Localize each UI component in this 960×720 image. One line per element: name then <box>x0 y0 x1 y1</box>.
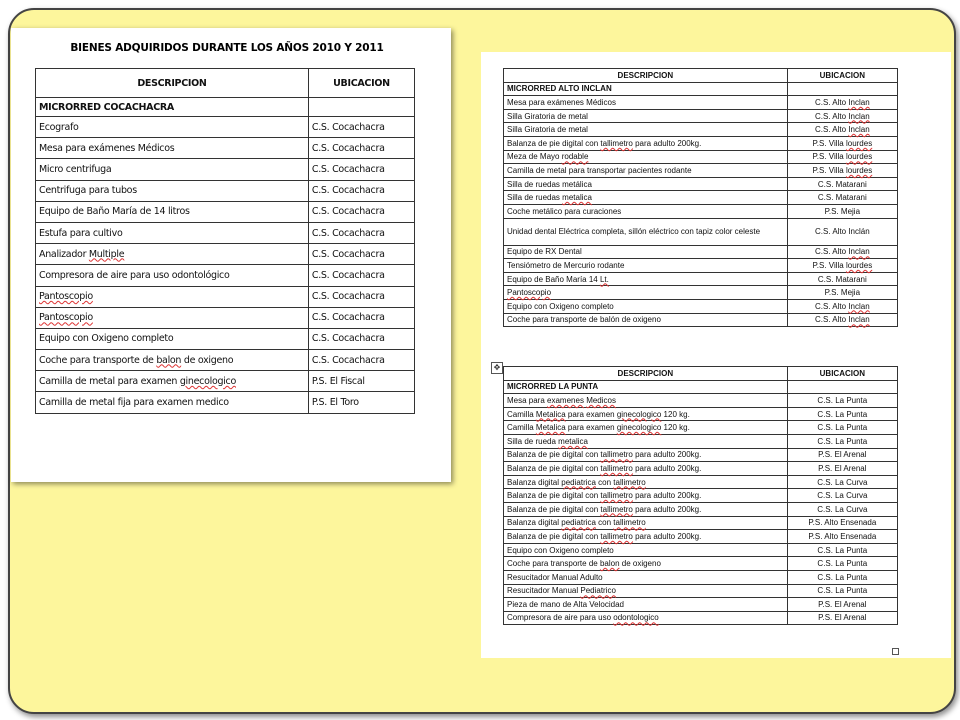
table-row <box>504 462 898 476</box>
cell-ubicacion: C.S. Alto Inclan <box>787 299 897 313</box>
group-row <box>504 380 898 394</box>
table-row <box>36 117 415 138</box>
table-row <box>504 218 898 245</box>
cell-descripcion: Camilla de metal fija para examen medico <box>36 392 309 413</box>
table-row <box>504 96 898 110</box>
table-row <box>504 516 898 530</box>
cell-ubicacion: P.S. Villa lourdes <box>787 164 897 178</box>
table-row <box>504 272 898 286</box>
table-row <box>504 313 898 327</box>
cell-descripcion: Unidad dental Eléctrica completa, sillón eléctrico con tapiz color celeste <box>504 218 788 245</box>
cell-descripcion: Silla de ruedas metálica <box>504 177 788 191</box>
cell-descripcion: Centrifuga para tubos <box>36 180 309 201</box>
table-row <box>504 475 898 489</box>
cell-descripcion: Equipo de Baño María 14 Lt. <box>504 272 788 286</box>
left-document-image <box>11 28 451 482</box>
cell-ubicacion: C.S. Alto Inclán <box>787 218 897 245</box>
header-ubicacion: UBICACION <box>787 367 897 381</box>
table-row <box>36 180 415 201</box>
cell-ubicacion: C.S. La Punta <box>787 434 897 448</box>
cell-ubicacion: P.S. El Arenal <box>787 462 897 476</box>
table-row <box>36 286 415 307</box>
right-document-image <box>481 52 951 658</box>
slide-frame <box>8 8 956 714</box>
cell-ubicacion: C.S. Cocachacra <box>308 265 414 286</box>
cell-ubicacion: C.S. Cocachacra <box>308 350 414 371</box>
cell-descripcion: Coche para transporte de balón de oxigeno <box>504 313 788 327</box>
cell-ubicacion: C.S. Matarani <box>787 272 897 286</box>
cell-ubicacion: P.S. El Arenal <box>787 598 897 612</box>
cell-descripcion: Balanza de pie digital con tallimetro para adulto 200kg. <box>504 448 788 462</box>
group-label: MICRORRED LA PUNTA <box>504 380 788 394</box>
cell-ubicacion: C.S. Cocachacra <box>308 159 414 180</box>
table-row <box>504 598 898 612</box>
resize-handle-icon[interactable] <box>892 648 899 655</box>
table-row <box>504 299 898 313</box>
cell-descripcion: Equipo con Oxigeno completo <box>504 299 788 313</box>
cell-ubicacion: P.S. El Arenal <box>787 448 897 462</box>
table-row <box>36 328 415 349</box>
table-row <box>36 244 415 265</box>
cell-ubicacion: C.S. Alto Inclan <box>787 123 897 137</box>
cell-ubicacion: P.S. El Arenal <box>787 611 897 625</box>
cell-ubicacion: C.S. Matarani <box>787 191 897 205</box>
cell-descripcion: Silla Giratoria de metal <box>504 123 788 137</box>
cocachacra-table <box>35 68 415 414</box>
cell-ubicacion: C.S. Alto Inclan <box>787 109 897 123</box>
cell-descripcion: Compresora de aire para uso odontologico <box>504 611 788 625</box>
table-row <box>504 489 898 503</box>
cell-descripcion: Coche para transporte de balon de oxigeno <box>36 350 309 371</box>
cell-ubicacion: C.S. Cocachacra <box>308 117 414 138</box>
table-header-row <box>36 69 415 98</box>
cell-descripcion: Coche para transporte de balon de oxigeno <box>504 557 788 571</box>
table-row <box>504 530 898 544</box>
cell-ubicacion: C.S. Cocachacra <box>308 328 414 349</box>
cell-descripcion: Equipo de Baño María de 14 litros <box>36 201 309 222</box>
table-row <box>504 164 898 178</box>
cell-descripcion: Equipo con Oxigeno completo <box>504 543 788 557</box>
cell-descripcion: Mesa para exámenes Médicos <box>36 138 309 159</box>
cell-descripcion: Silla de rueda metalica <box>504 434 788 448</box>
table-row <box>504 434 898 448</box>
table-row <box>504 245 898 259</box>
cell-descripcion: Pantoscopio <box>36 286 309 307</box>
cell-descripcion: Resucitador Manual Pediatrico <box>504 584 788 598</box>
header-ubicacion: UBICACION <box>787 69 897 83</box>
cell-descripcion: Balanza de pie digital con tallimetro para adulto 200kg. <box>504 530 788 544</box>
table-row <box>504 191 898 205</box>
cell-descripcion: Balanza de pie digital con tallimetro para adulto 200kg. <box>504 489 788 503</box>
table-row <box>504 421 898 435</box>
cell-descripcion: Balanza de pie digital con tallimetro para adulto 200kg. <box>504 462 788 476</box>
cell-ubicacion: C.S. La Curva <box>787 502 897 516</box>
table-row <box>504 448 898 462</box>
cell-ubicacion: C.S. Cocachacra <box>308 307 414 328</box>
group-empty-cell <box>787 82 897 96</box>
group-empty-cell <box>787 380 897 394</box>
la-punta-table <box>503 366 898 625</box>
table-row <box>504 286 898 300</box>
cell-ubicacion: P.S. Alto Ensenada <box>787 530 897 544</box>
cell-ubicacion: C.S. Cocachacra <box>308 244 414 265</box>
cell-descripcion: Camilla Metalica para examen ginecologico 120 kg. <box>504 421 788 435</box>
cell-descripcion: Camilla Metalica para examen ginecologico 120 kg. <box>504 407 788 421</box>
cell-descripcion: Pantoscopio <box>36 307 309 328</box>
table-row <box>36 350 415 371</box>
table-row <box>36 371 415 392</box>
cell-ubicacion: P.S. Villa lourdes <box>787 150 897 164</box>
table-row <box>504 204 898 218</box>
cell-descripcion: Pantoscopio <box>504 286 788 300</box>
cell-descripcion: Tensiómetro de Mercurio rodante <box>504 259 788 273</box>
move-icon[interactable]: ✥ <box>491 362 503 374</box>
table-row <box>504 407 898 421</box>
cell-descripcion: Estufa para cultivo <box>36 222 309 243</box>
group-empty-cell <box>308 98 414 117</box>
cell-ubicacion: P.S. El Fiscal <box>308 371 414 392</box>
cell-ubicacion: C.S. Cocachacra <box>308 201 414 222</box>
cell-ubicacion: C.S. La Curva <box>787 475 897 489</box>
table-row <box>36 265 415 286</box>
group-label: MICRORRED COCACHACRA <box>36 98 309 117</box>
header-descripcion: DESCRIPCION <box>36 69 309 98</box>
cell-ubicacion: P.S. Alto Ensenada <box>787 516 897 530</box>
cell-descripcion: Equipo de RX Dental <box>504 245 788 259</box>
cell-ubicacion: P.S. Villa lourdes <box>787 136 897 150</box>
alto-inclan-table <box>503 68 898 327</box>
cell-ubicacion: C.S. Cocachacra <box>308 222 414 243</box>
cell-descripcion: Camilla de metal para examen ginecologico <box>36 371 309 392</box>
cell-descripcion: Mesa para examenes Medicos <box>504 394 788 408</box>
cell-descripcion: Analizador Multiple <box>36 244 309 265</box>
cell-ubicacion: P.S. Villa lourdes <box>787 259 897 273</box>
header-descripcion: DESCRIPCION <box>504 367 788 381</box>
table-row <box>36 222 415 243</box>
group-label: MICRORRED ALTO INCLAN <box>504 82 788 96</box>
table-row <box>504 557 898 571</box>
header-ubicacion: UBICACION <box>308 69 414 98</box>
cell-ubicacion: C.S. Alto Inclan <box>787 313 897 327</box>
cell-descripcion: Silla de ruedas metalica <box>504 191 788 205</box>
cell-ubicacion: P.S. Mejia <box>787 286 897 300</box>
cell-descripcion: Micro centrifuga <box>36 159 309 180</box>
cell-ubicacion: C.S. La Punta <box>787 421 897 435</box>
cell-descripcion: Balanza digital pediatrica con tallimetro <box>504 475 788 489</box>
table-row <box>36 159 415 180</box>
cell-ubicacion: C.S. Cocachacra <box>308 138 414 159</box>
cell-descripcion: Mesa para exámenes Médicos <box>504 96 788 110</box>
cell-ubicacion: C.S. La Punta <box>787 407 897 421</box>
cell-descripcion: Resucitador Manual Adulto <box>504 570 788 584</box>
cell-descripcion: Coche metálico para curaciones <box>504 204 788 218</box>
cell-ubicacion: C.S. La Punta <box>787 570 897 584</box>
cell-descripcion: Pieza de mano de Alta Velocidad <box>504 598 788 612</box>
table-header-row <box>504 367 898 381</box>
table-row <box>36 307 415 328</box>
table-row <box>504 502 898 516</box>
cell-descripcion: Silla Giratoria de metal <box>504 109 788 123</box>
cell-ubicacion: C.S. Alto Inclan <box>787 245 897 259</box>
table-header-row <box>504 69 898 83</box>
table-row <box>504 570 898 584</box>
group-row <box>504 82 898 96</box>
cell-descripcion: Balanza de pie digital con tallimetro para adulto 200kg. <box>504 502 788 516</box>
table-row <box>504 136 898 150</box>
table-row <box>504 150 898 164</box>
cell-descripcion: Meza de Mayo rodable <box>504 150 788 164</box>
table-row <box>36 138 415 159</box>
table-row <box>504 394 898 408</box>
group-row <box>36 98 415 117</box>
cell-ubicacion: C.S. La Punta <box>787 584 897 598</box>
cell-ubicacion: C.S. Cocachacra <box>308 286 414 307</box>
cell-ubicacion: C.S. La Punta <box>787 543 897 557</box>
table-row <box>504 543 898 557</box>
cell-descripcion: Compresora de aire para uso odontológico <box>36 265 309 286</box>
cell-descripcion: Balanza digital pediatrica con tallimetro <box>504 516 788 530</box>
table-row <box>504 123 898 137</box>
table-row <box>504 109 898 123</box>
cell-descripcion: Equipo con Oxigeno completo <box>36 328 309 349</box>
table-row <box>504 259 898 273</box>
cell-ubicacion: C.S. La Punta <box>787 394 897 408</box>
table-row <box>36 392 415 413</box>
table-row <box>504 177 898 191</box>
header-descripcion: DESCRIPCION <box>504 69 788 83</box>
cell-ubicacion: C.S. La Punta <box>787 557 897 571</box>
cell-ubicacion: C.S. La Curva <box>787 489 897 503</box>
table-row <box>504 584 898 598</box>
document-title: BIENES ADQUIRIDOS DURANTE LOS AÑOS 2010 Y 2011 <box>70 42 384 54</box>
cell-descripcion: Ecografo <box>36 117 309 138</box>
cell-ubicacion: P.S. Mejia <box>787 204 897 218</box>
cell-ubicacion: C.S. Matarani <box>787 177 897 191</box>
cell-descripcion: Camilla de metal para transportar pacientes rodante <box>504 164 788 178</box>
cell-ubicacion: C.S. Alto Inclan <box>787 96 897 110</box>
table-row <box>504 611 898 625</box>
cell-ubicacion: C.S. Cocachacra <box>308 180 414 201</box>
table-row <box>36 201 415 222</box>
cell-ubicacion: P.S. El Toro <box>308 392 414 413</box>
cell-descripcion: Balanza de pie digital con tallimetro para adulto 200kg. <box>504 136 788 150</box>
